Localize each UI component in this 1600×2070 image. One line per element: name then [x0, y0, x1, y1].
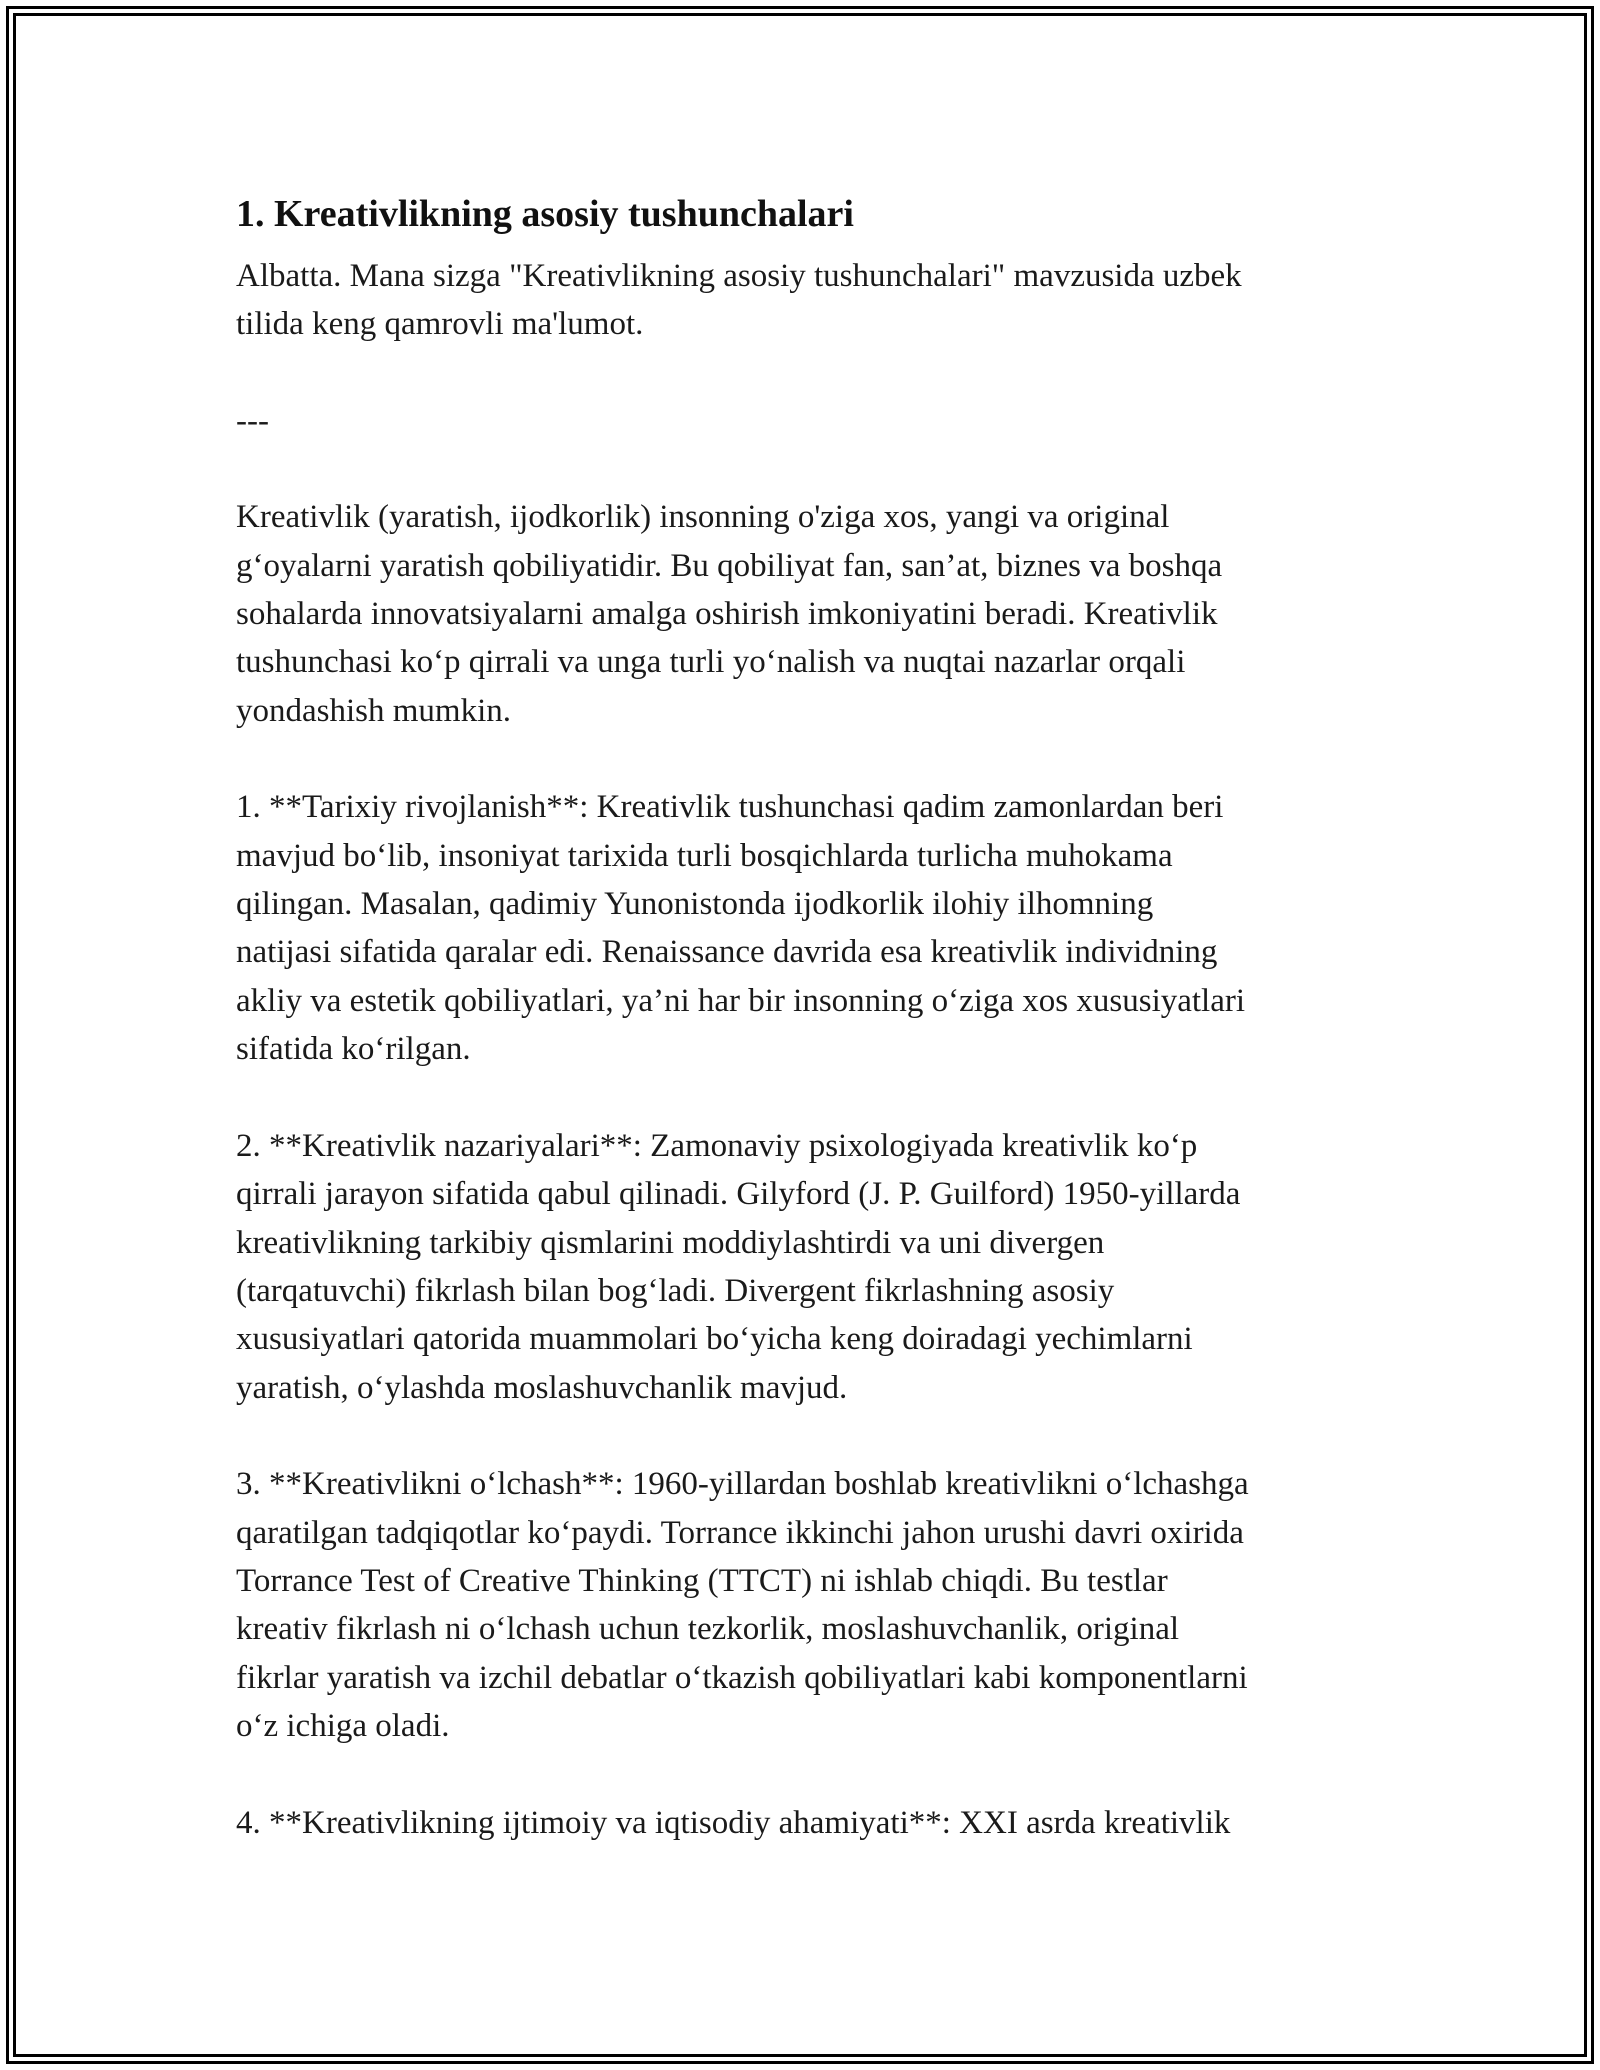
paragraph-historical-development: 1. **Tarixiy rivojlanish**: Kreativlik tushunchasi qadim zamonlardan beri mavjud bo‘lib, insoniyat tarixida turli bosqichlarda turlicha muhokama qilingan. Masalan, qadimiy Yunonistonda ijodkorlik ilohiy ilhomning natijasi sifatida qaralar edi. Renaissance davrida esa kreativlik individning akliy va estetik qobiliyatlari, ya’ni har bir insonning o‘ziga xos xususiyatlari sifatida ko‘rilgan.: [236, 789, 1246, 1068]
paragraph-creativity-theories: 2. **Kreativlik nazariyalari**: Zamonaviy psixologiyada kreativlik ko‘p qirrali jarayon sifatida qabul qilinadi. Gilyford (J. P. Guilford) 1950-yillarda kreativlikning tarkibiy qismlarini moddiylashtirdi va uni divergen (tarqatuvchi) fikrlash bilan bog‘ladi. Divergent fikrlashning asosiy xususiyatlari qatorida muammolari bo‘yicha keng doiradagi yechimlarni yaratish, o‘ylashda moslashuvchanlik mavjud.: [236, 1127, 1241, 1406]
document-page: [236, 182, 1366, 1847]
separator-line: ---: [236, 402, 269, 439]
paragraph-social-economic-importance: 4. **Kreativlikning ijtimoiy va iqtisodiy ahamiyati**: XXI asrda kreativlik: [236, 1804, 1231, 1841]
paragraph-measuring-creativity: 3. **Kreativlikni o‘lchash**: 1960-yillardan boshlab kreativlikni o‘lchashga qaratilgan tadqiqotlar ko‘paydi. Torrance ikkinchi jahon urushi davri oxirida Torrance Test of Creative Thinking (TTCT) ni ishlab chiqdi. Bu testlar kreativ fikrlash ni o‘lchash uchun tezkorlik, moslashuvchanlik, original fikrlar yaratish va izchil debatlar o‘tkazish qobiliyatlari kabi komponentlarni o‘z ichiga oladi.: [236, 1466, 1249, 1745]
document-title: 1. Kreativlikning asosiy tushunchalari: [236, 193, 854, 235]
paragraph-definition: Kreativlik (yaratish, ijodkorlik) insonning o'ziga xos, yangi va original g‘oyalarni yaratish qobiliyatidir. Bu qobiliyat fan, san’at, biznes va boshqa sohalarda innovatsiyalarni amalga oshirish imkoniyatini beradi. Kreativlik tushunchasi ko‘p qirrali va unga turli yo‘nalish va nuqtai nazarlar orqali yondashish mumkin.: [236, 499, 1223, 729]
intro-paragraph: Albatta. Mana sizga "Kreativlikning asosiy tushunchalari" mavzusida uzbek tilida keng qamrovli ma'lumot.: [236, 258, 1242, 343]
